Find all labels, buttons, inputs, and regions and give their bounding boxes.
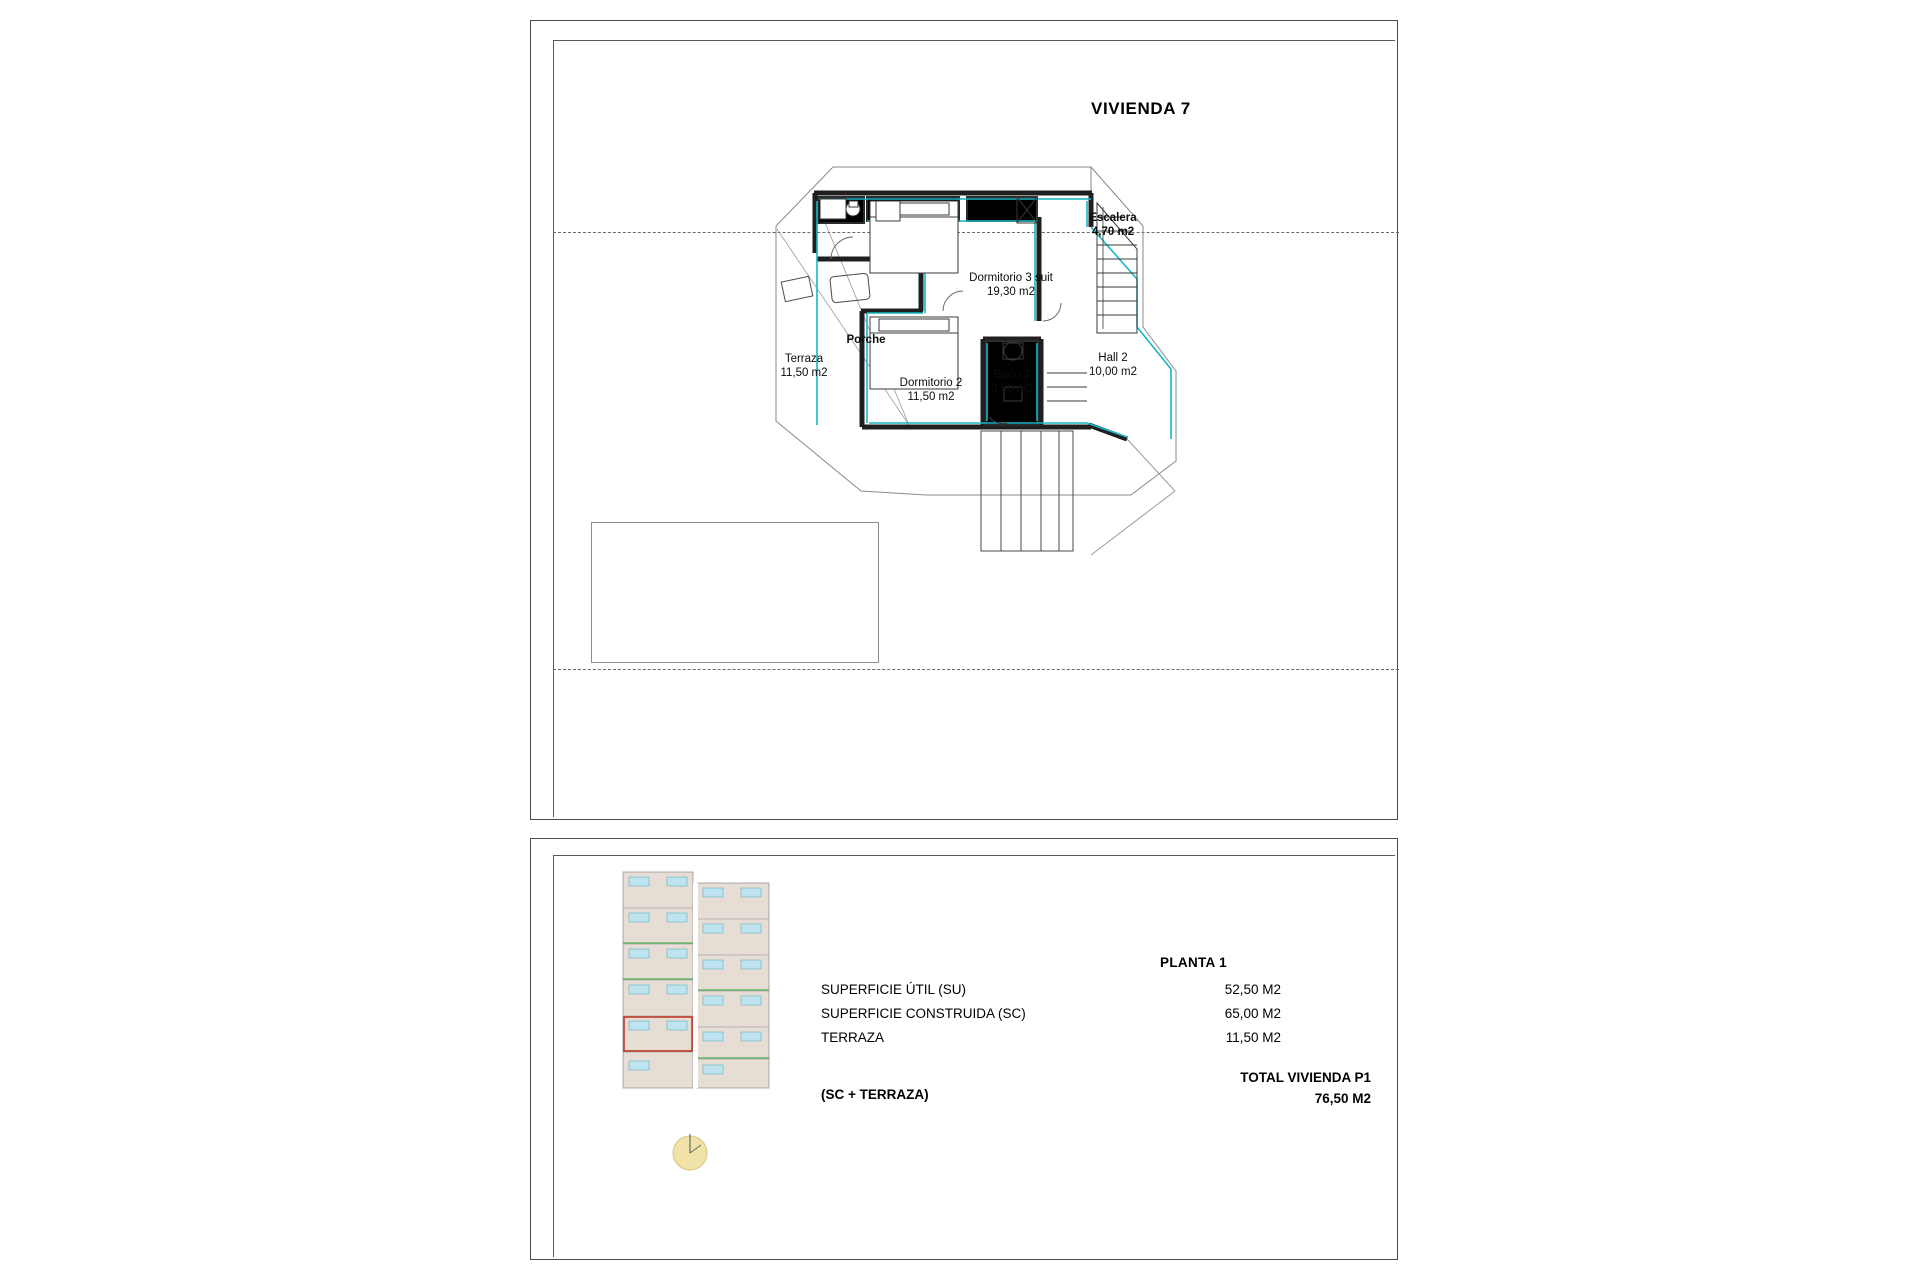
area-row xyxy=(821,982,1371,997)
total-label: TOTAL VIVIENDA P1 xyxy=(1240,1070,1371,1085)
page-title: VIVIENDA 7 xyxy=(1091,99,1191,118)
area-schedule xyxy=(821,955,1371,1109)
area-row-label: SUPERFICIE CONSTRUIDA (SC) xyxy=(821,1006,1026,1021)
room-label-terraza: Terraza 11,50 m2 xyxy=(780,353,828,379)
room-label-porche: Porche xyxy=(846,334,886,346)
drawing-sheet xyxy=(530,20,1400,1260)
legend-frame xyxy=(530,838,1398,1260)
area-row xyxy=(821,1006,1371,1021)
total-values xyxy=(1071,1067,1371,1109)
room-label-escalera: Escalera 4,70 m2 xyxy=(1089,212,1137,238)
area-row-label: SUPERFICIE ÚTIL (SU) xyxy=(821,982,967,997)
area-row-value: 52,50 M2 xyxy=(1224,982,1281,997)
planta-label: PLANTA 1 xyxy=(1160,955,1227,970)
total-value: 76,50 M2 xyxy=(1314,1091,1371,1106)
room-label-dormitorio-2: Dormitorio 2 11,50 m2 xyxy=(899,377,963,403)
room-label-hall-2: Hall 2 10,00 m2 xyxy=(1089,352,1137,378)
floor-plan-frame xyxy=(530,20,1398,820)
area-row-label: TERRAZA xyxy=(821,1030,885,1045)
area-row-value: 11,50 M2 xyxy=(1225,1030,1281,1045)
key-plan-thumbnail xyxy=(619,869,787,1094)
sum-note: (SC + TERRAZA) xyxy=(821,1087,929,1102)
area-row-value: 65,00 M2 xyxy=(1224,1006,1281,1021)
north-compass-icon xyxy=(668,1129,712,1173)
room-label-bano-2: Baño 2 3,50 m2 xyxy=(991,369,1033,395)
floor-plan-drawing xyxy=(531,21,1399,821)
area-row xyxy=(821,1030,1371,1045)
room-label-dormitorio-3: Dormitorio 3 suit 19,30 m2 xyxy=(969,272,1053,298)
total-block xyxy=(821,1067,1371,1109)
